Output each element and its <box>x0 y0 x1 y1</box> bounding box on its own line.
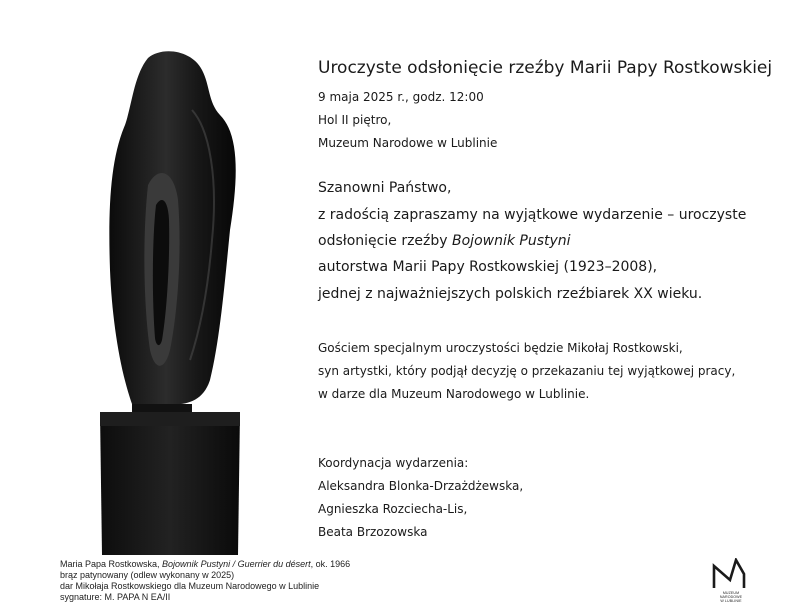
logo-text-1: MUZEUM <box>722 591 740 595</box>
coordination-label: Koordynacja wydarzenia: <box>318 456 469 470</box>
event-museum: Muzeum Narodowe w Lublinie <box>318 136 498 150</box>
caption-year: , ok. 1966 <box>310 559 351 569</box>
caption-line-1 <box>60 559 350 569</box>
logo-text-2: NARODOWE <box>719 595 743 599</box>
caption-work-title: Bojownik Pustyni / Guerrier du désert <box>162 559 311 569</box>
event-hall: Hol II piętro, <box>318 113 392 127</box>
invitation-line-2 <box>318 233 571 249</box>
museum-logo <box>710 558 752 604</box>
sculpture-title: Bojownik Pustyni <box>452 233 571 249</box>
coordinator-3: Beata Brzozowska <box>318 525 428 539</box>
greeting: Szanowni Państwo, <box>318 180 452 196</box>
guest-line-2: syn artystki, który podjął decyzję o przekazaniu tej wyjątkowej pracy, <box>318 364 736 378</box>
coordinator-2: Agnieszka Rozciecha-Lis, <box>318 502 468 516</box>
guest-line-3: w darze dla Muzeum Narodowego w Lublinie. <box>318 387 590 401</box>
caption-line-2: brąz patynowany (odlew wykonany w 2025) <box>60 570 235 580</box>
invitation-line-1: z radością zapraszamy na wyjątkowe wydarzenie – uroczyste <box>318 207 747 223</box>
event-title: Uroczyste odsłonięcie rzeźby Marii Papy Rostkowskiej <box>318 58 773 78</box>
logo-text-3: W LUBLINIE <box>720 599 742 603</box>
caption-line-4: sygnature: M. PAPA N EA/II <box>60 592 171 602</box>
coordinator-1: Aleksandra Blonka-Drzażdżewska, <box>318 479 524 493</box>
caption-line-3: dar Mikołaja Rostkowskiego dla Muzeum Narodowego w Lublinie <box>60 581 320 591</box>
invitation-line-2-prefix: odsłonięcie rzeźby <box>318 233 453 249</box>
invitation-line-4: jednej z najważniejszych polskich rzeźbiarek XX wieku. <box>318 286 703 302</box>
event-date: 9 maja 2025 r., godz. 12:00 <box>318 90 484 104</box>
sculpture-image <box>70 40 285 555</box>
guest-line-1: Gościem specjalnym uroczystości będzie Mikołaj Rostkowski, <box>318 341 683 355</box>
caption-artist: Maria Papa Rostkowska, <box>60 559 163 569</box>
invitation-line-3: autorstwa Marii Papy Rostkowskiej (1923–2008), <box>318 259 658 275</box>
